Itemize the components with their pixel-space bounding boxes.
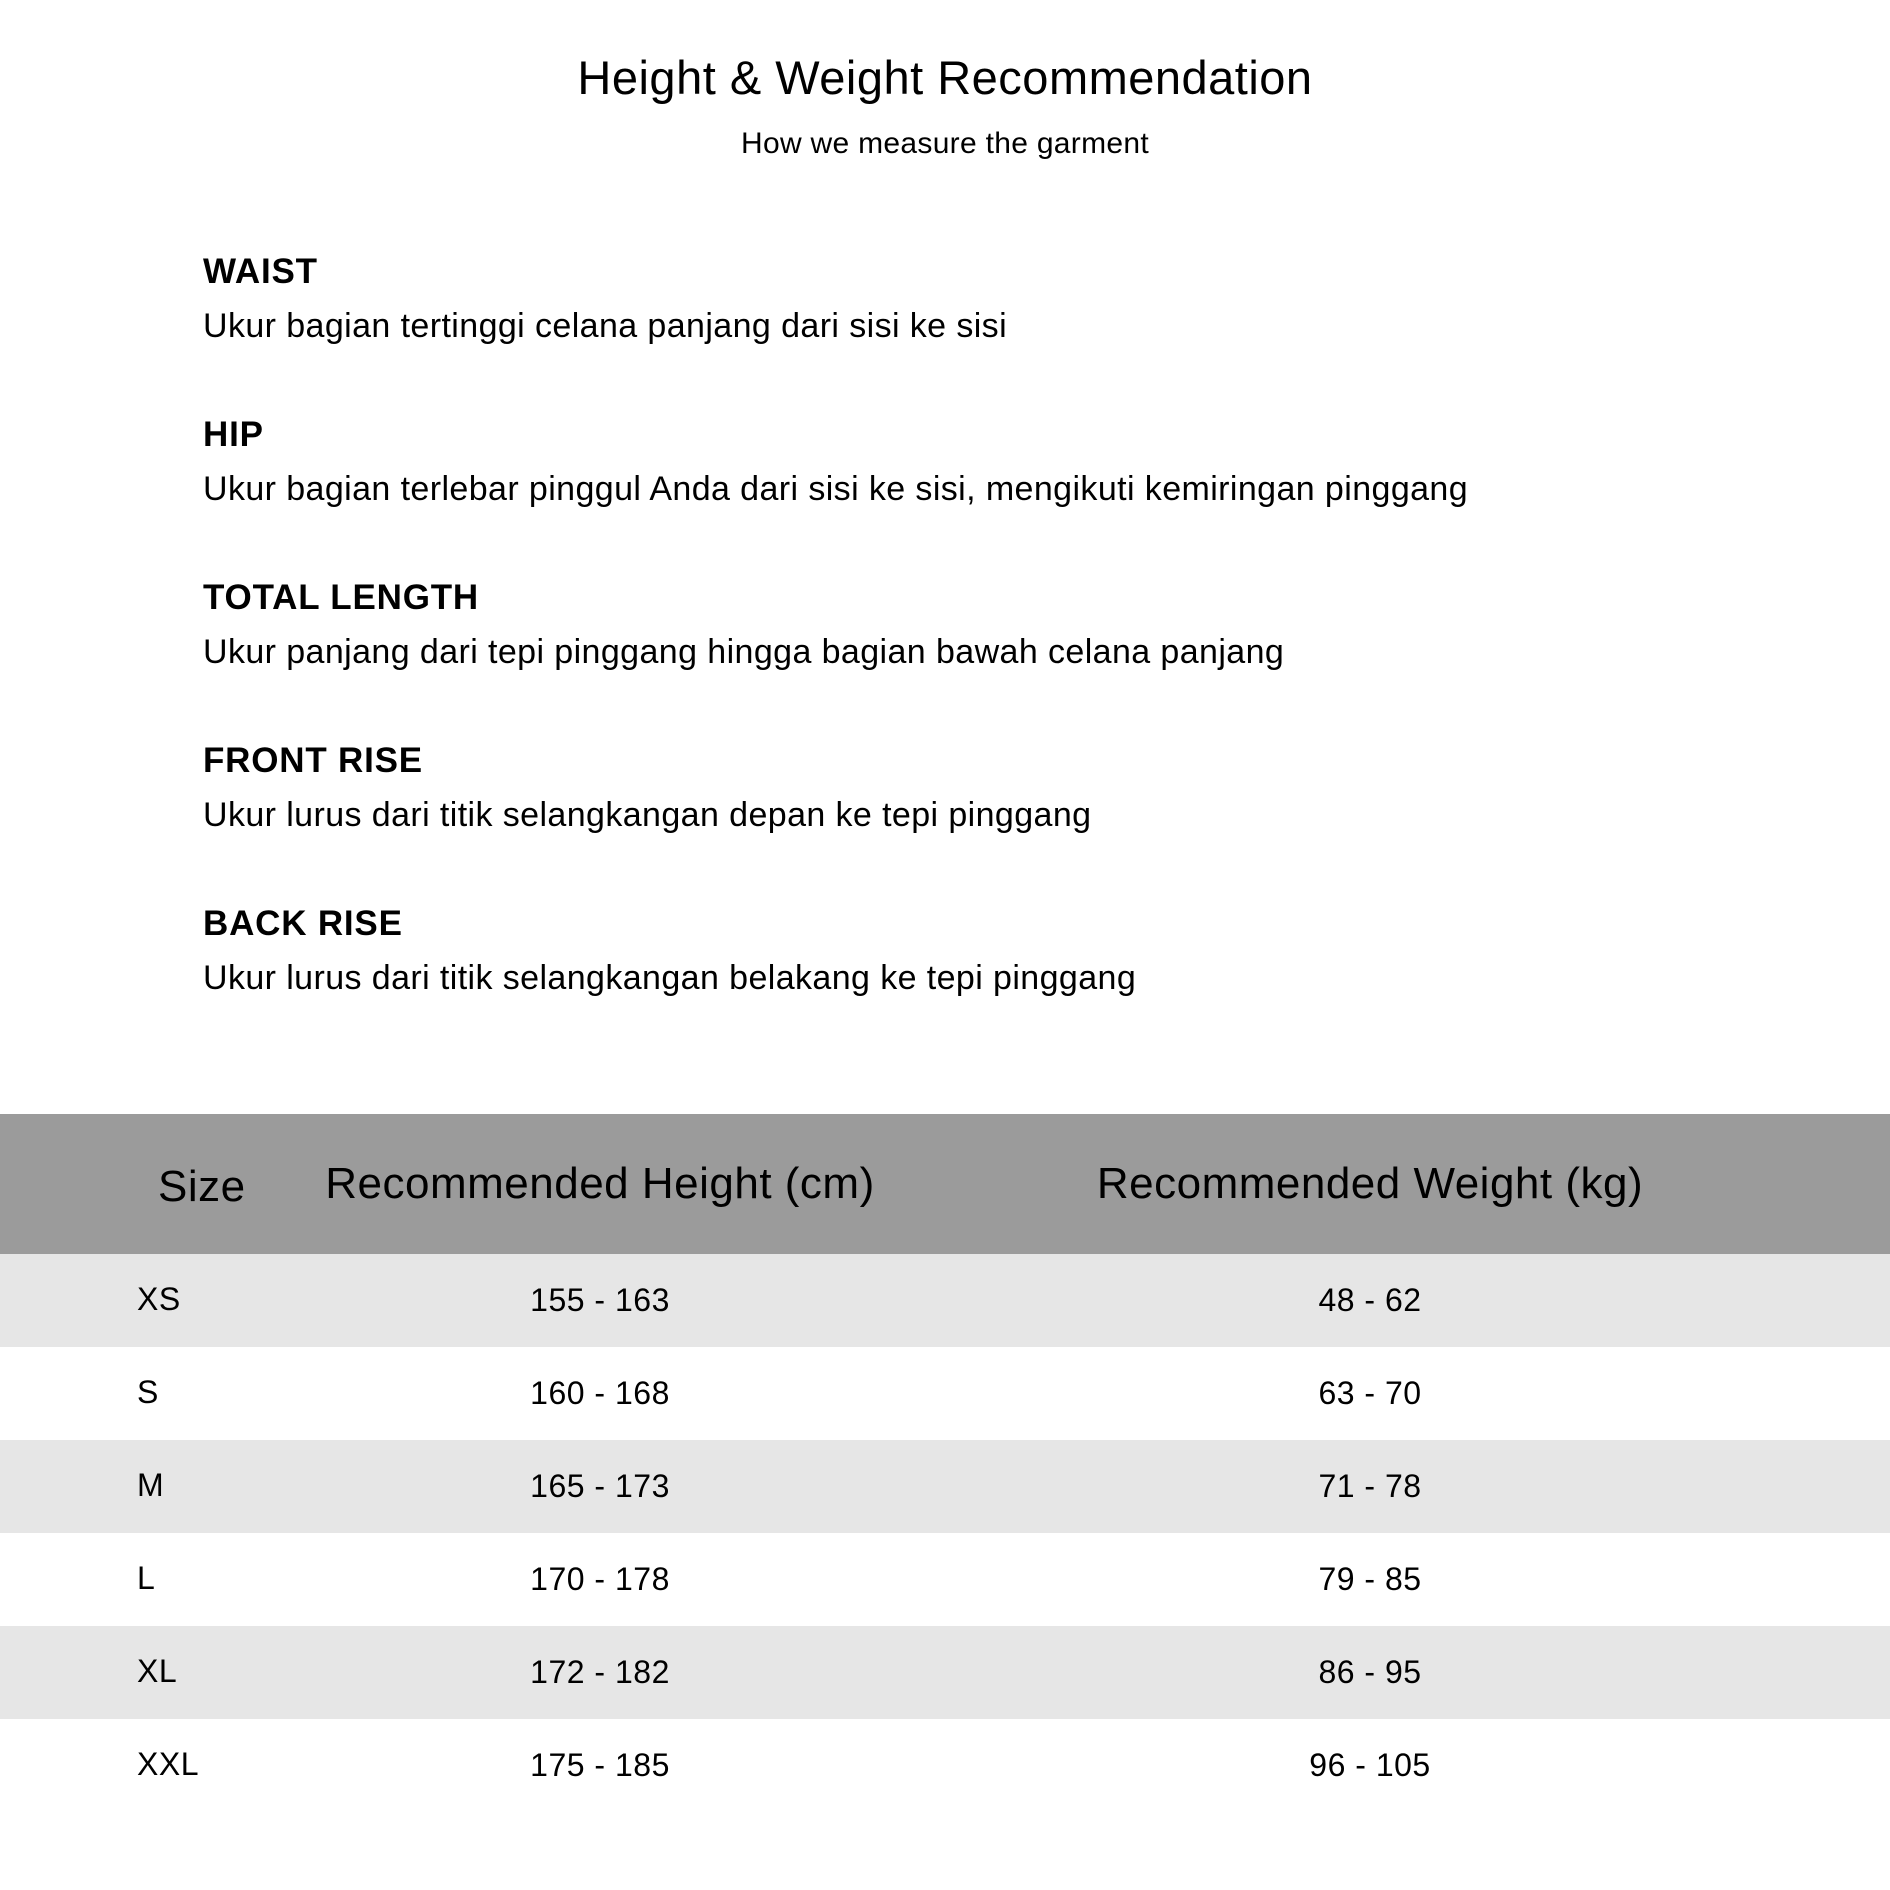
measure-back-rise: [203, 902, 1763, 1065]
table-row: [0, 1440, 1890, 1533]
size-cell: L: [137, 1560, 156, 1596]
measure-description: Ukur panjang dari tepi pinggang hingga bagian bawah celana panjang: [203, 633, 1285, 671]
measure-waist: [203, 250, 1763, 413]
measure-description: Ukur bagian tertinggi celana panjang dari sisi ke sisi: [203, 307, 1008, 345]
table-row: [0, 1719, 1890, 1812]
table-row: [0, 1347, 1890, 1440]
measure-description: Ukur lurus dari titik selangkangan belakang ke tepi pinggang: [203, 959, 1137, 997]
table-row: [0, 1626, 1890, 1719]
column-header-height: Recommended Height (cm): [325, 1159, 875, 1208]
measurement-guide: [203, 250, 1763, 1065]
weight-cell: 79 - 85: [1318, 1561, 1422, 1597]
weight-cell: 63 - 70: [1318, 1375, 1422, 1411]
measure-hip: [203, 413, 1763, 576]
page-title: Height & Weight Recommendation: [577, 51, 1313, 104]
size-cell: XL: [137, 1653, 178, 1689]
size-cell: S: [137, 1374, 159, 1410]
measure-total-length: [203, 576, 1763, 739]
column-header-weight: Recommended Weight (kg): [1096, 1159, 1644, 1208]
measure-name: FRONT RISE: [203, 741, 423, 780]
measure-name: WAIST: [203, 252, 318, 291]
measure-front-rise: [203, 739, 1763, 902]
column-header-size: Size: [158, 1162, 246, 1211]
height-cell: 155 - 163: [530, 1282, 670, 1318]
height-cell: 170 - 178: [530, 1561, 670, 1597]
weight-cell: 71 - 78: [1318, 1468, 1422, 1504]
size-cell: M: [137, 1467, 165, 1503]
size-cell: XXL: [137, 1746, 199, 1782]
measure-name: HIP: [203, 415, 264, 454]
measure-description: Ukur bagian terlebar pinggul Anda dari sisi ke sisi, mengikuti kemiringan pinggang: [203, 470, 1469, 508]
measure-name: BACK RISE: [203, 904, 403, 943]
table-row: [0, 1254, 1890, 1347]
weight-cell: 48 - 62: [1318, 1282, 1422, 1318]
measure-description: Ukur lurus dari titik selangkangan depan ke tepi pinggang: [203, 796, 1092, 834]
height-cell: 175 - 185: [530, 1747, 670, 1783]
height-cell: 160 - 168: [530, 1375, 670, 1411]
size-table: [0, 1114, 1890, 1812]
weight-cell: 96 - 105: [1309, 1747, 1431, 1783]
weight-cell: 86 - 95: [1318, 1654, 1422, 1690]
height-cell: 165 - 173: [530, 1468, 670, 1504]
table-header-row: [0, 1114, 1890, 1254]
table-row: [0, 1533, 1890, 1626]
page-header: [0, 48, 1890, 164]
size-cell: XS: [137, 1281, 181, 1317]
page-subtitle: How we measure the garment: [741, 127, 1149, 160]
measure-name: TOTAL LENGTH: [203, 578, 479, 617]
height-cell: 172 - 182: [530, 1654, 670, 1690]
